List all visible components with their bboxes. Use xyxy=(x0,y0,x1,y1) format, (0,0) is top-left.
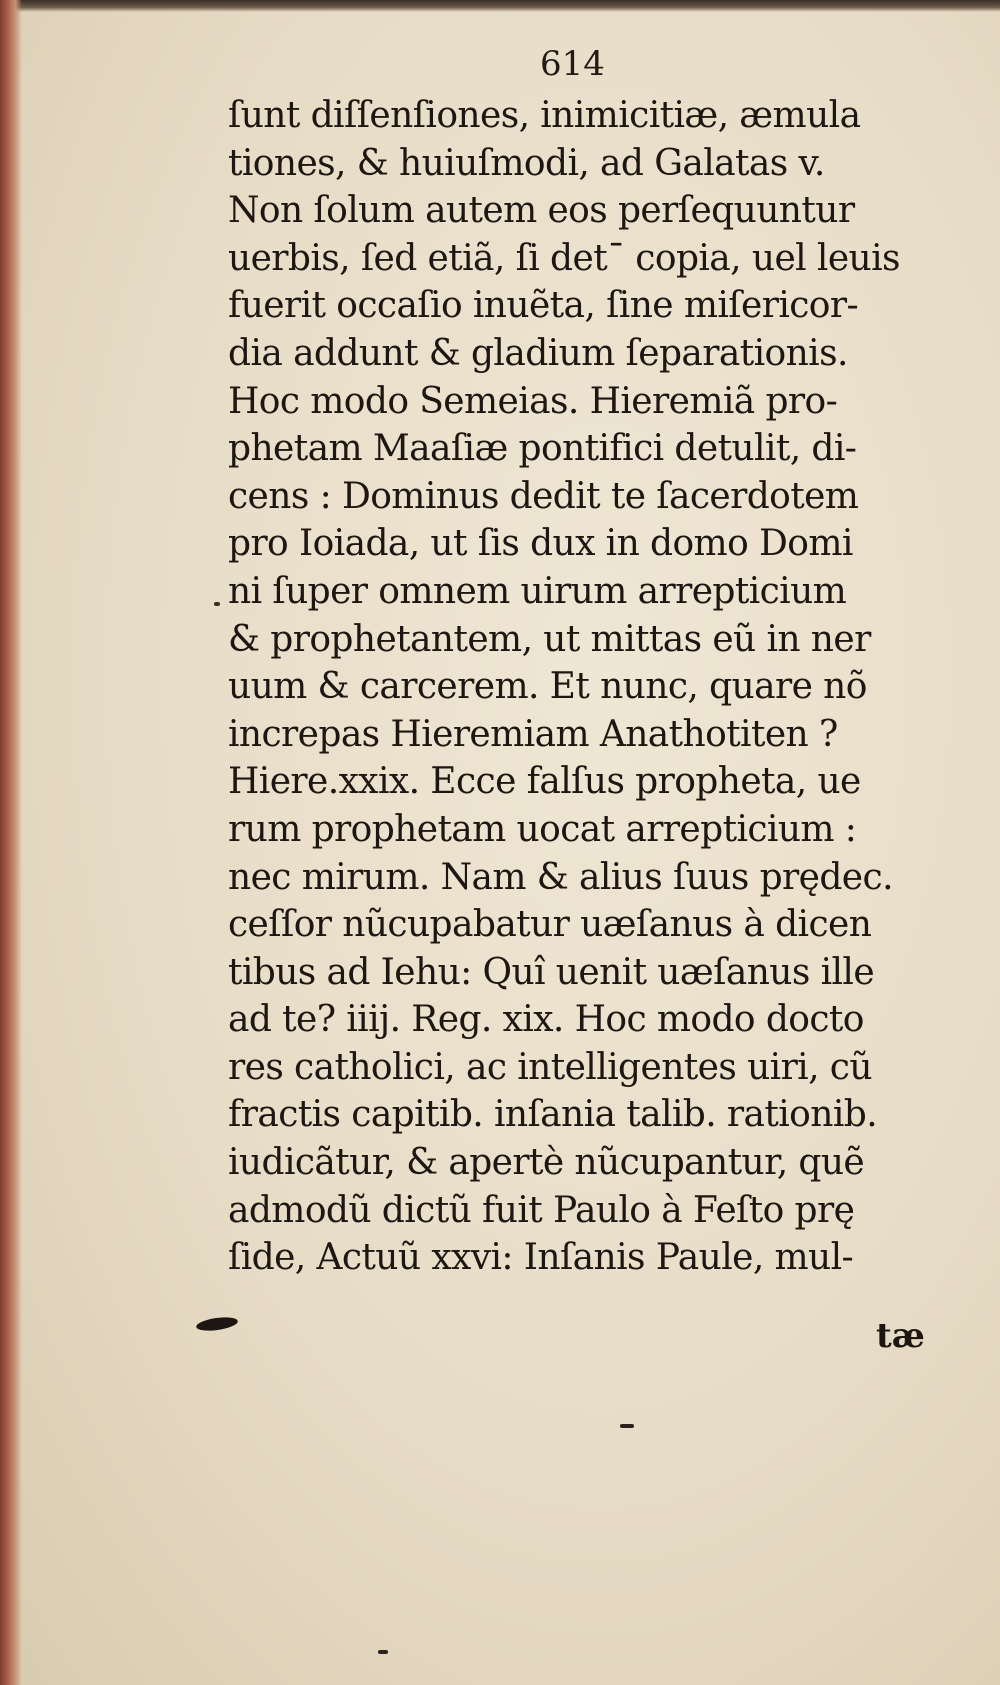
text-line: ſide, Actuũ xxvi: Inſanis Paule, mul- xyxy=(228,1237,854,1279)
text-line: nec mirum. Nam & alius ſuus prędec. xyxy=(228,856,893,898)
catchword: tæ xyxy=(876,1316,925,1356)
text-line: ceſſor nũcupabatur uæſanus à dicen xyxy=(228,904,872,946)
text-line: rum prophetam uocat arrepticium : xyxy=(228,808,857,850)
text-line: Non ſolum autem eos perſequuntur xyxy=(228,190,855,232)
text-line: dia addunt & gladium ſeparationis. xyxy=(228,332,848,374)
text-line: fuerit occaſio inuẽta, ſine miſericor- xyxy=(228,285,859,327)
text-line: Hoc modo Semeias. Hieremiã pro- xyxy=(228,380,838,422)
text-line: increpas Hieremiam Anathotiten ? xyxy=(228,713,838,755)
text-line: & prophetantem, ut mittas eũ in ner xyxy=(228,618,871,660)
binding-edge xyxy=(0,0,22,1685)
text-block xyxy=(228,92,928,1282)
text-line: pro Ioiada, ut ſis dux in domo Domi xyxy=(228,523,853,565)
text-line: iudicãtur, & apertè nũcupantur, quẽ xyxy=(228,1142,865,1184)
paper-speck xyxy=(378,1650,388,1654)
text-line: phetam Maaſiæ pontifici detulit, di- xyxy=(228,428,857,470)
text-line: uum & carcerem. Et nunc, quare nõ xyxy=(228,666,867,708)
page-number: 614 xyxy=(540,44,605,84)
margin-mark xyxy=(214,602,220,606)
ink-blot xyxy=(195,1315,238,1333)
text-line: ſunt diſſenſiones, inimicitiæ, æmula xyxy=(228,95,861,136)
text-line: tibus ad Iehu: Quî uenit uæſanus ille xyxy=(228,951,875,993)
text-line: ad te? iiij. Reg. xix. Hoc modo docto xyxy=(228,999,864,1041)
text-line: Hiere.xxix. Ecce falſus propheta, ue xyxy=(228,761,861,803)
text-line: res catholici, ac intelligentes uiri, cũ xyxy=(228,1046,872,1088)
text-line: ni ſuper omnem uirum arrepticium xyxy=(228,570,847,612)
text-line: uerbis, ſed etiã, ſi detˉ copia, uel leuis xyxy=(228,237,900,279)
text-line: tiones, & huiuſmodi, ad Galatas v. xyxy=(228,142,825,184)
text-line: cens : Dominus dedit te ſacerdotem xyxy=(228,475,859,517)
text-line: fractis capitib. inſania talib. rationib. xyxy=(228,1094,878,1136)
paper-speck xyxy=(620,1424,634,1428)
text-line: admodũ dictũ fuit Paulo à Feſto prę xyxy=(228,1189,855,1231)
page-top-edge xyxy=(0,0,1000,12)
